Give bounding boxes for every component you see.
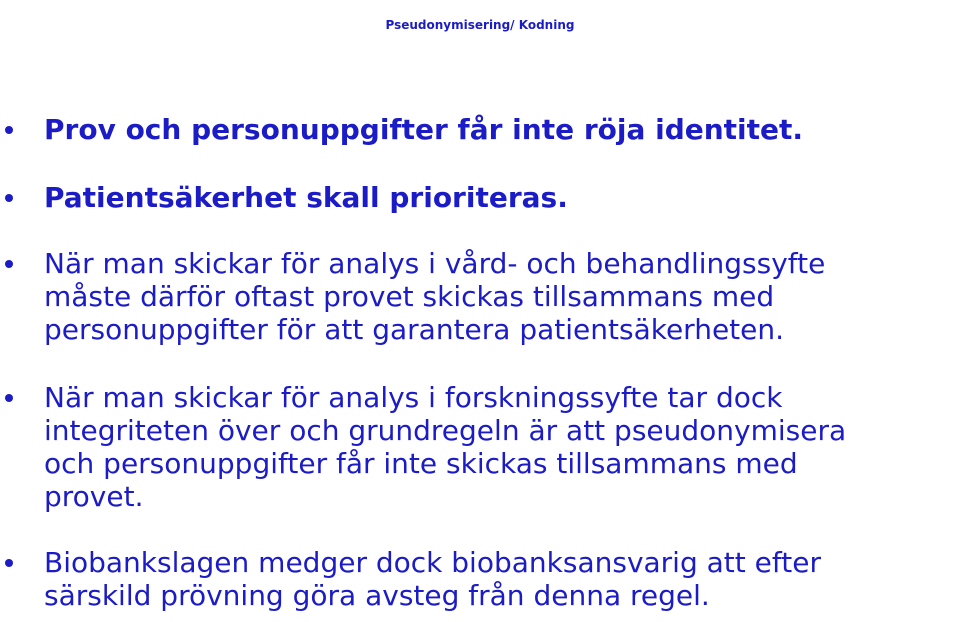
slide-title: Pseudonymisering/ Kodning <box>385 18 575 32</box>
bullet-line: När man skickar för analys i vård- och behandlingssyfte <box>44 247 826 280</box>
bullet-line: Biobankslagen medger dock biobanksansvarig att efter <box>44 546 821 579</box>
bullet-line: Prov och personuppgifter får inte röja identitet. <box>44 113 804 146</box>
bullet-dot-icon <box>5 126 13 134</box>
bullet-text <box>44 113 958 146</box>
bullet-text <box>44 247 958 346</box>
bullet-text <box>44 546 958 612</box>
bullet-line: och personuppgifter får inte skickas tillsammans med <box>44 447 798 480</box>
bullet-dot-icon <box>5 260 13 268</box>
bullet-text <box>44 181 958 214</box>
bullet-text <box>44 381 958 513</box>
bullet-line: särskild prövning göra avsteg från denna regel. <box>44 579 710 612</box>
bullet-line: måste därför oftast provet skickas tillsammans med <box>44 280 775 313</box>
bullet-line: Patientsäkerhet skall prioriteras. <box>44 181 568 214</box>
bullet-line: När man skickar för analys i forskningssyfte tar dock <box>44 381 783 414</box>
bullet-line: integriteten över och grundregeln är att pseudonymisera <box>44 414 847 447</box>
bullet-line: personuppgifter för att garantera patientsäkerheten. <box>44 313 785 346</box>
bullet-dot-icon <box>5 559 13 567</box>
bullet-line: provet. <box>44 480 144 513</box>
bullet-dot-icon <box>5 194 13 202</box>
bullet-dot-icon <box>5 394 13 402</box>
